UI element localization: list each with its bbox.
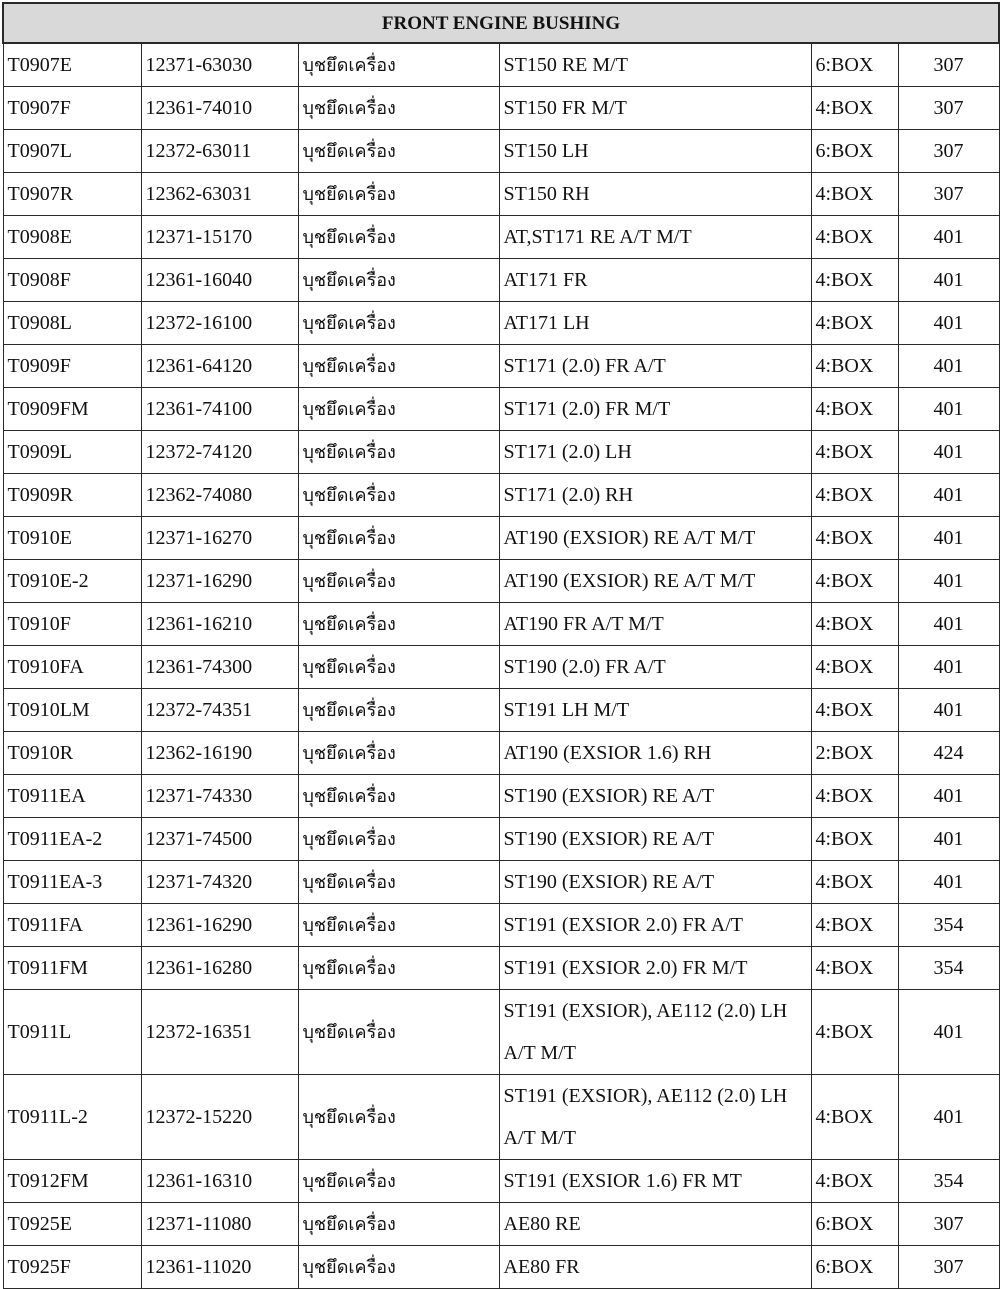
price-cell: 401 (898, 689, 999, 732)
oem-part-number-cell: 12361-74300 (141, 646, 298, 689)
price-cell: 401 (898, 775, 999, 818)
oem-part-number-cell: 12361-16280 (141, 947, 298, 990)
oem-part-number-cell: 12372-16351 (141, 990, 298, 1075)
pack-qty-cell: 4:BOX (811, 216, 898, 259)
application-cell: ST171 (2.0) FR M/T (499, 388, 811, 431)
application-cell: ST190 (EXSIOR) RE A/T (499, 775, 811, 818)
table-row (3, 87, 999, 130)
price-cell: 307 (898, 173, 999, 216)
oem-part-number-cell: 12371-63030 (141, 43, 298, 87)
part-code-cell: T0925E (3, 1203, 141, 1246)
price-cell: 307 (898, 87, 999, 130)
oem-part-number-cell: 12372-15220 (141, 1075, 298, 1160)
oem-part-number-cell: 12361-74010 (141, 87, 298, 130)
price-cell: 354 (898, 1160, 999, 1203)
part-code-cell: T0910F (3, 603, 141, 646)
price-cell: 401 (898, 1075, 999, 1160)
application-cell: ST171 (2.0) RH (499, 474, 811, 517)
application-cell: AT171 LH (499, 302, 811, 345)
part-code-cell: T0909L (3, 431, 141, 474)
part-name-cell: บุชยึดเครื่อง (298, 259, 499, 302)
part-code-cell: T0911FM (3, 947, 141, 990)
price-cell: 401 (898, 345, 999, 388)
part-name-cell: บุชยึดเครื่อง (298, 173, 499, 216)
part-code-cell: T0909FM (3, 388, 141, 431)
part-code-cell: T0910LM (3, 689, 141, 732)
application-cell: ST150 RE M/T (499, 43, 811, 87)
table-row (3, 1246, 999, 1289)
table-row (3, 818, 999, 861)
part-code-cell: T0908F (3, 259, 141, 302)
pack-qty-cell: 4:BOX (811, 861, 898, 904)
table-row (3, 947, 999, 990)
parts-table (2, 2, 1000, 1289)
application-cell: AT190 (EXSIOR 1.6) RH (499, 732, 811, 775)
price-cell: 401 (898, 259, 999, 302)
part-name-cell: บุชยึดเครื่อง (298, 517, 499, 560)
application-cell: ST191 (EXSIOR), AE112 (2.0) LH A/T M/T (499, 990, 811, 1075)
part-code-cell: T0908L (3, 302, 141, 345)
pack-qty-cell: 4:BOX (811, 775, 898, 818)
pack-qty-cell: 4:BOX (811, 87, 898, 130)
part-code-cell: T0907L (3, 130, 141, 173)
table-row (3, 259, 999, 302)
application-cell: ST190 (EXSIOR) RE A/T (499, 818, 811, 861)
part-code-cell: T0910R (3, 732, 141, 775)
table-row (3, 302, 999, 345)
oem-part-number-cell: 12362-74080 (141, 474, 298, 517)
part-name-cell: บุชยึดเครื่อง (298, 560, 499, 603)
table-row (3, 560, 999, 603)
table-row (3, 904, 999, 947)
table-row (3, 216, 999, 259)
application-cell: AE80 FR (499, 1246, 811, 1289)
application-cell: ST150 RH (499, 173, 811, 216)
oem-part-number-cell: 12371-74330 (141, 775, 298, 818)
application-cell: ST191 (EXSIOR), AE112 (2.0) LH A/T M/T (499, 1075, 811, 1160)
application-cell: ST190 (EXSIOR) RE A/T (499, 861, 811, 904)
table-row (3, 1160, 999, 1203)
part-code-cell: T0907E (3, 43, 141, 87)
table-row (3, 732, 999, 775)
oem-part-number-cell: 12362-63031 (141, 173, 298, 216)
part-name-cell: บุชยึดเครื่อง (298, 818, 499, 861)
part-code-cell: T0925F (3, 1246, 141, 1289)
part-name-cell: บุชยึดเครื่อง (298, 431, 499, 474)
part-code-cell: T0911FA (3, 904, 141, 947)
part-name-cell: บุชยึดเครื่อง (298, 43, 499, 87)
application-cell: AT,ST171 RE A/T M/T (499, 216, 811, 259)
part-name-cell: บุชยึดเครื่อง (298, 947, 499, 990)
pack-qty-cell: 4:BOX (811, 345, 898, 388)
oem-part-number-cell: 12361-16290 (141, 904, 298, 947)
oem-part-number-cell: 12371-16290 (141, 560, 298, 603)
table-row (3, 1203, 999, 1246)
application-cell: AE80 RE (499, 1203, 811, 1246)
application-cell: ST191 (EXSIOR 1.6) FR MT (499, 1160, 811, 1203)
table-row (3, 173, 999, 216)
table-row (3, 646, 999, 689)
price-cell: 354 (898, 904, 999, 947)
part-code-cell: T0911L-2 (3, 1075, 141, 1160)
oem-part-number-cell: 12362-16190 (141, 732, 298, 775)
pack-qty-cell: 4:BOX (811, 388, 898, 431)
price-cell: 354 (898, 947, 999, 990)
pack-qty-cell: 4:BOX (811, 1160, 898, 1203)
price-cell: 424 (898, 732, 999, 775)
pack-qty-cell: 4:BOX (811, 517, 898, 560)
price-cell: 307 (898, 130, 999, 173)
price-cell: 401 (898, 431, 999, 474)
price-cell: 401 (898, 388, 999, 431)
table-row (3, 474, 999, 517)
pack-qty-cell: 2:BOX (811, 732, 898, 775)
pack-qty-cell: 6:BOX (811, 1246, 898, 1289)
part-name-cell: บุชยึดเครื่อง (298, 302, 499, 345)
part-code-cell: T0911L (3, 990, 141, 1075)
table-row (3, 689, 999, 732)
table-row (3, 861, 999, 904)
table-row (3, 43, 999, 87)
part-name-cell: บุชยึดเครื่อง (298, 388, 499, 431)
pack-qty-cell: 6:BOX (811, 1203, 898, 1246)
price-cell: 307 (898, 43, 999, 87)
price-cell: 401 (898, 216, 999, 259)
pack-qty-cell: 4:BOX (811, 990, 898, 1075)
application-cell: ST150 FR M/T (499, 87, 811, 130)
price-cell: 307 (898, 1203, 999, 1246)
application-cell: ST171 (2.0) FR A/T (499, 345, 811, 388)
pack-qty-cell: 4:BOX (811, 818, 898, 861)
oem-part-number-cell: 12361-74100 (141, 388, 298, 431)
part-name-cell: บุชยึดเครื่อง (298, 474, 499, 517)
part-name-cell: บุชยึดเครื่อง (298, 603, 499, 646)
part-name-cell: บุชยึดเครื่อง (298, 216, 499, 259)
pack-qty-cell: 4:BOX (811, 431, 898, 474)
oem-part-number-cell: 12371-16270 (141, 517, 298, 560)
table-row (3, 775, 999, 818)
part-name-cell: บุชยึดเครื่อง (298, 861, 499, 904)
application-cell: ST171 (2.0) LH (499, 431, 811, 474)
oem-part-number-cell: 12371-74320 (141, 861, 298, 904)
part-name-cell: บุชยึดเครื่อง (298, 904, 499, 947)
part-code-cell: T0908E (3, 216, 141, 259)
part-code-cell: T0911EA (3, 775, 141, 818)
part-code-cell: T0910E-2 (3, 560, 141, 603)
part-code-cell: T0909R (3, 474, 141, 517)
part-name-cell: บุชยึดเครื่อง (298, 732, 499, 775)
oem-part-number-cell: 12361-16310 (141, 1160, 298, 1203)
oem-part-number-cell: 12372-74120 (141, 431, 298, 474)
price-cell: 401 (898, 861, 999, 904)
pack-qty-cell: 4:BOX (811, 173, 898, 216)
oem-part-number-cell: 12361-16040 (141, 259, 298, 302)
application-cell: AT190 (EXSIOR) RE A/T M/T (499, 560, 811, 603)
table-title: FRONT ENGINE BUSHING (3, 3, 999, 43)
pack-qty-cell: 6:BOX (811, 43, 898, 87)
pack-qty-cell: 4:BOX (811, 603, 898, 646)
price-cell: 401 (898, 474, 999, 517)
pack-qty-cell: 4:BOX (811, 474, 898, 517)
table-row (3, 603, 999, 646)
part-name-cell: บุชยึดเครื่อง (298, 775, 499, 818)
table-row (3, 130, 999, 173)
part-code-cell: T0907R (3, 173, 141, 216)
part-name-cell: บุชยึดเครื่อง (298, 1160, 499, 1203)
part-code-cell: T0910FA (3, 646, 141, 689)
table-header-row (3, 3, 999, 43)
oem-part-number-cell: 12371-15170 (141, 216, 298, 259)
part-name-cell: บุชยึดเครื่อง (298, 1075, 499, 1160)
oem-part-number-cell: 12371-11080 (141, 1203, 298, 1246)
oem-part-number-cell: 12372-16100 (141, 302, 298, 345)
pack-qty-cell: 4:BOX (811, 302, 898, 345)
pack-qty-cell: 4:BOX (811, 1075, 898, 1160)
price-cell: 307 (898, 1246, 999, 1289)
price-cell: 401 (898, 603, 999, 646)
table-row (3, 1075, 999, 1160)
part-name-cell: บุชยึดเครื่อง (298, 1203, 499, 1246)
pack-qty-cell: 4:BOX (811, 947, 898, 990)
pack-qty-cell: 4:BOX (811, 259, 898, 302)
part-name-cell: บุชยึดเครื่อง (298, 646, 499, 689)
part-code-cell: T0907F (3, 87, 141, 130)
table-row (3, 517, 999, 560)
price-cell: 401 (898, 517, 999, 560)
price-cell: 401 (898, 818, 999, 861)
part-name-cell: บุชยึดเครื่อง (298, 87, 499, 130)
price-cell: 401 (898, 302, 999, 345)
pack-qty-cell: 4:BOX (811, 646, 898, 689)
application-cell: ST191 (EXSIOR 2.0) FR A/T (499, 904, 811, 947)
part-name-cell: บุชยึดเครื่อง (298, 345, 499, 388)
table-row (3, 388, 999, 431)
oem-part-number-cell: 12372-74351 (141, 689, 298, 732)
application-cell: AT190 FR A/T M/T (499, 603, 811, 646)
table-row (3, 990, 999, 1075)
part-name-cell: บุชยึดเครื่อง (298, 689, 499, 732)
pack-qty-cell: 4:BOX (811, 904, 898, 947)
part-code-cell: T0911EA-2 (3, 818, 141, 861)
oem-part-number-cell: 12372-63011 (141, 130, 298, 173)
pack-qty-cell: 4:BOX (811, 560, 898, 603)
table-row (3, 431, 999, 474)
part-name-cell: บุชยึดเครื่อง (298, 130, 499, 173)
application-cell: AT171 FR (499, 259, 811, 302)
part-code-cell: T0912FM (3, 1160, 141, 1203)
oem-part-number-cell: 12361-64120 (141, 345, 298, 388)
application-cell: ST191 LH M/T (499, 689, 811, 732)
oem-part-number-cell: 12371-74500 (141, 818, 298, 861)
part-name-cell: บุชยึดเครื่อง (298, 990, 499, 1075)
parts-table-body (3, 3, 999, 1289)
part-code-cell: T0911EA-3 (3, 861, 141, 904)
part-code-cell: T0910E (3, 517, 141, 560)
table-row (3, 345, 999, 388)
part-name-cell: บุชยึดเครื่อง (298, 1246, 499, 1289)
price-cell: 401 (898, 560, 999, 603)
price-cell: 401 (898, 990, 999, 1075)
application-cell: AT190 (EXSIOR) RE A/T M/T (499, 517, 811, 560)
application-cell: ST191 (EXSIOR 2.0) FR M/T (499, 947, 811, 990)
oem-part-number-cell: 12361-16210 (141, 603, 298, 646)
pack-qty-cell: 6:BOX (811, 130, 898, 173)
oem-part-number-cell: 12361-11020 (141, 1246, 298, 1289)
application-cell: ST190 (2.0) FR A/T (499, 646, 811, 689)
price-cell: 401 (898, 646, 999, 689)
application-cell: ST150 LH (499, 130, 811, 173)
pack-qty-cell: 4:BOX (811, 689, 898, 732)
part-code-cell: T0909F (3, 345, 141, 388)
